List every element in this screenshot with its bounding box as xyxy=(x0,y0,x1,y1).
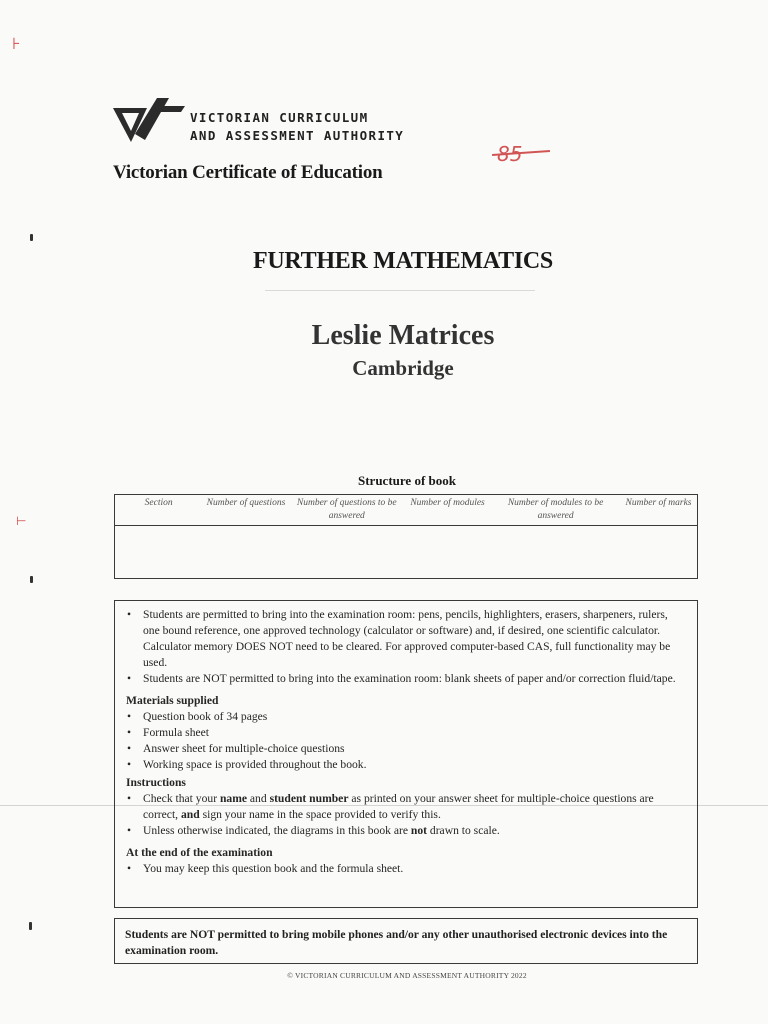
copyright-notice: © VICTORIAN CURRICULUM AND ASSESSMENT AUTHORITY 2022 xyxy=(287,971,527,980)
materials-heading: Materials supplied xyxy=(126,694,219,707)
vcaa-logo-icon xyxy=(111,96,187,144)
handwritten-score: 85 xyxy=(497,142,523,166)
table-row xyxy=(115,526,698,579)
column-header: Number of modules to be answered xyxy=(491,495,620,526)
column-header: Number of questions to be answered xyxy=(290,495,404,526)
structure-table xyxy=(114,494,698,579)
subject-underline xyxy=(265,290,535,291)
margin-pen-mark: ⊢ xyxy=(16,514,27,528)
list-item: • You may keep this question book and the formula sheet. xyxy=(126,861,677,877)
instructions-box xyxy=(114,600,698,908)
list-item: • Answer sheet for multiple-choice questions xyxy=(126,741,677,757)
list-item: • Students are NOT permitted to bring into the examination room: blank sheets of paper and/or correction fluid/tape. xyxy=(126,671,677,687)
certificate-title: Victorian Certificate of Education xyxy=(113,162,383,183)
publisher-name: Cambridge xyxy=(352,356,454,380)
list-item: • Working space is provided throughout the book. xyxy=(126,757,677,773)
column-header: Number of questions xyxy=(202,495,289,526)
subject-title: FURTHER MATHEMATICS xyxy=(253,248,553,274)
margin-pen-mark: ⊦ xyxy=(12,34,21,53)
list-item: • Question book of 34 pages xyxy=(126,709,677,725)
column-header: Number of modules xyxy=(404,495,491,526)
column-header: Number of marks xyxy=(620,495,697,526)
margin-speck xyxy=(29,922,32,930)
mobile-phone-warning: Students are NOT permitted to bring mobile phones and/or any other unauthorised electronic devices into the examination room. xyxy=(114,918,698,964)
list-item: • Unless otherwise indicated, the diagrams in this book are not drawn to scale. xyxy=(126,823,677,839)
list-item: • Formula sheet xyxy=(126,725,677,741)
margin-speck xyxy=(30,576,33,583)
authority-name-line2: AND ASSESSMENT AUTHORITY xyxy=(190,128,405,143)
table-header-row xyxy=(115,495,698,526)
list-item: • Check that your name and student number as printed on your answer sheet for multiple-choice questions are correct, and sign your name in the space provided to verify this. xyxy=(126,791,677,823)
column-header: Section xyxy=(115,495,203,526)
topic-title: Leslie Matrices xyxy=(311,320,495,351)
instructions-heading: Instructions xyxy=(126,776,186,789)
end-of-exam-heading: At the end of the examination xyxy=(126,846,273,859)
authority-name-line1: VICTORIAN CURRICULUM xyxy=(190,110,369,125)
structure-heading: Structure of book xyxy=(358,473,456,488)
list-item: • Students are permitted to bring into the examination room: pens, pencils, highlighters, erasers, sharpeners, rulers, one bound reference, one approved technology (calculator or software) and, if desired, one scientific calculator. Calculator memory DOES NOT need to be cleared. For approved computer-based CAS, full functionality may be used. xyxy=(126,607,677,671)
margin-speck xyxy=(30,234,33,241)
